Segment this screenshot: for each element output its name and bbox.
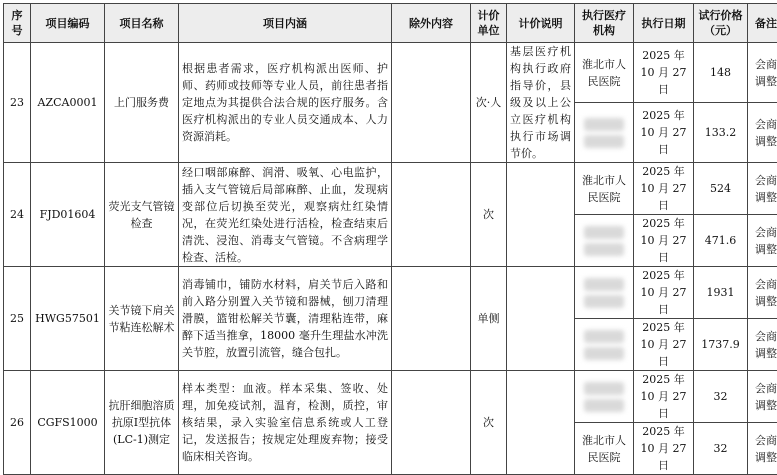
cell-name: 荧光支气管镜检查: [105, 163, 179, 267]
cell-code: CGFS1000: [31, 371, 105, 475]
redaction-mark: [584, 243, 624, 256]
header-row: [4, 4, 777, 43]
cell-institution: 淮北市人民医院: [575, 43, 634, 103]
cell-seq: 24: [4, 163, 31, 267]
table-row: [4, 163, 777, 215]
header-note: 计价说明: [507, 4, 575, 43]
cell-institution-redacted: [575, 371, 634, 423]
table-row: [4, 43, 777, 103]
cell-seq: 23: [4, 43, 31, 163]
cell-unit: 次: [471, 163, 507, 267]
cell-name: 上门服务费: [105, 43, 179, 163]
cell-price: 32: [694, 423, 748, 475]
cell-institution-redacted: [575, 103, 634, 163]
cell-excluded: [392, 163, 471, 267]
redaction-mark: [584, 382, 624, 395]
cell-price: 148: [694, 43, 748, 103]
cell-unit: 次: [471, 371, 507, 475]
table-row: [4, 267, 777, 319]
cell-excluded: [392, 43, 471, 163]
cell-remark: 会商调整: [748, 371, 777, 423]
cell-code: FJD01604: [31, 163, 105, 267]
price-table: [3, 3, 777, 475]
cell-name: 抗肝细胞溶质抗原I型抗体(LC-1)测定: [105, 371, 179, 475]
cell-excluded: [392, 371, 471, 475]
cell-price: 133.2: [694, 103, 748, 163]
cell-date: 2025 年 10 月 27 日: [634, 103, 694, 163]
cell-date: 2025 年 10 月 27 日: [634, 267, 694, 319]
redaction-mark: [584, 278, 624, 291]
header-name: 项目名称: [105, 4, 179, 43]
cell-unit: 次·人: [471, 43, 507, 163]
cell-note: [507, 267, 575, 371]
cell-institution-redacted: [575, 319, 634, 371]
cell-seq: 26: [4, 371, 31, 475]
header-content: 项目内涵: [179, 4, 392, 43]
header-price: 试行价格（元）: [694, 4, 748, 43]
redaction-mark: [584, 295, 624, 308]
redaction-mark: [584, 226, 624, 239]
cell-name: 关节镜下肩关节粘连松解术: [105, 267, 179, 371]
header-seq: 序号: [4, 4, 31, 43]
cell-date: 2025 年 10 月 27 日: [634, 371, 694, 423]
cell-institution: 淮北市人民医院: [575, 423, 634, 475]
cell-remark: 会商调整: [748, 319, 777, 371]
cell-remark: 会商调整: [748, 215, 777, 267]
table-row: [4, 371, 777, 423]
cell-seq: 25: [4, 267, 31, 371]
redaction-mark: [584, 118, 624, 131]
cell-institution: 淮北市人民医院: [575, 163, 634, 215]
redaction-mark: [584, 347, 624, 360]
cell-remark: 会商调整: [748, 163, 777, 215]
cell-code: HWG57501: [31, 267, 105, 371]
cell-price: 471.6: [694, 215, 748, 267]
cell-price: 32: [694, 371, 748, 423]
header-unit: 计价单位: [471, 4, 507, 43]
cell-remark: 会商调整: [748, 267, 777, 319]
cell-excluded: [392, 267, 471, 371]
cell-note: [507, 163, 575, 267]
header-institution: 执行医疗机构: [575, 4, 634, 43]
header-date: 执行日期: [634, 4, 694, 43]
header-code: 项目编码: [31, 4, 105, 43]
cell-date: 2025 年 10 月 27 日: [634, 163, 694, 215]
header-remark: 备注: [748, 4, 777, 43]
cell-institution-redacted: [575, 215, 634, 267]
cell-date: 2025 年 10 月 27 日: [634, 319, 694, 371]
cell-price: 524: [694, 163, 748, 215]
redaction-mark: [584, 135, 624, 148]
cell-remark: 会商调整: [748, 423, 777, 475]
cell-content: 消毒铺巾，铺防水材料，肩关节后入路和前入路分别置入关节镜和器械，刨刀清理滑膜，篮钳松解关节囊，清理粘连带，麻醉下适当推拿，18000 毫升生理盐水冲洗关节腔，放置引流管，缝合包扎。: [179, 267, 392, 371]
cell-note: [507, 371, 575, 475]
cell-institution-redacted: [575, 267, 634, 319]
cell-price: 1737.9: [694, 319, 748, 371]
cell-content: 根据患者需求，医疗机构派出医师、护师、药师或技师等专业人员，前往患者指定地点为其提供合法合规的医疗服务。含医疗机构派出的专业人员交通成本、人力资源消耗。: [179, 43, 392, 163]
cell-remark: 会商调整: [748, 43, 777, 103]
cell-date: 2025 年 10 月 27 日: [634, 43, 694, 103]
cell-code: AZCA0001: [31, 43, 105, 163]
cell-price: 1931: [694, 267, 748, 319]
cell-date: 2025 年 10 月 27 日: [634, 215, 694, 267]
cell-remark: 会商调整: [748, 103, 777, 163]
redaction-mark: [584, 399, 624, 412]
cell-date: 2025 年 10 月 27 日: [634, 423, 694, 475]
cell-content: 样本类型：血液。样本采集、签收、处理，加免疫试剂，温育，检测，质控，审核结果，录入实验室信息系统或人工登记，发送报告；按规定处理废弃物；接受临床相关咨询。: [179, 371, 392, 475]
header-excluded: 除外内容: [392, 4, 471, 43]
cell-unit: 单侧: [471, 267, 507, 371]
redaction-mark: [584, 330, 624, 343]
cell-note: 基层医疗机构执行政府指导价，县级及以上公立医疗机构执行市场调节价。: [507, 43, 575, 163]
cell-content: 经口咽部麻醉、润滑、吸氧、心电监护，插入支气管镜后局部麻醉、止血，发现病变部位后切换至荧光，观察病灶红染情况，在荧光红染处进行活检，检查结束后清洗、浸泡、消毒支气管镜。不含病理学检查、活检。: [179, 163, 392, 267]
